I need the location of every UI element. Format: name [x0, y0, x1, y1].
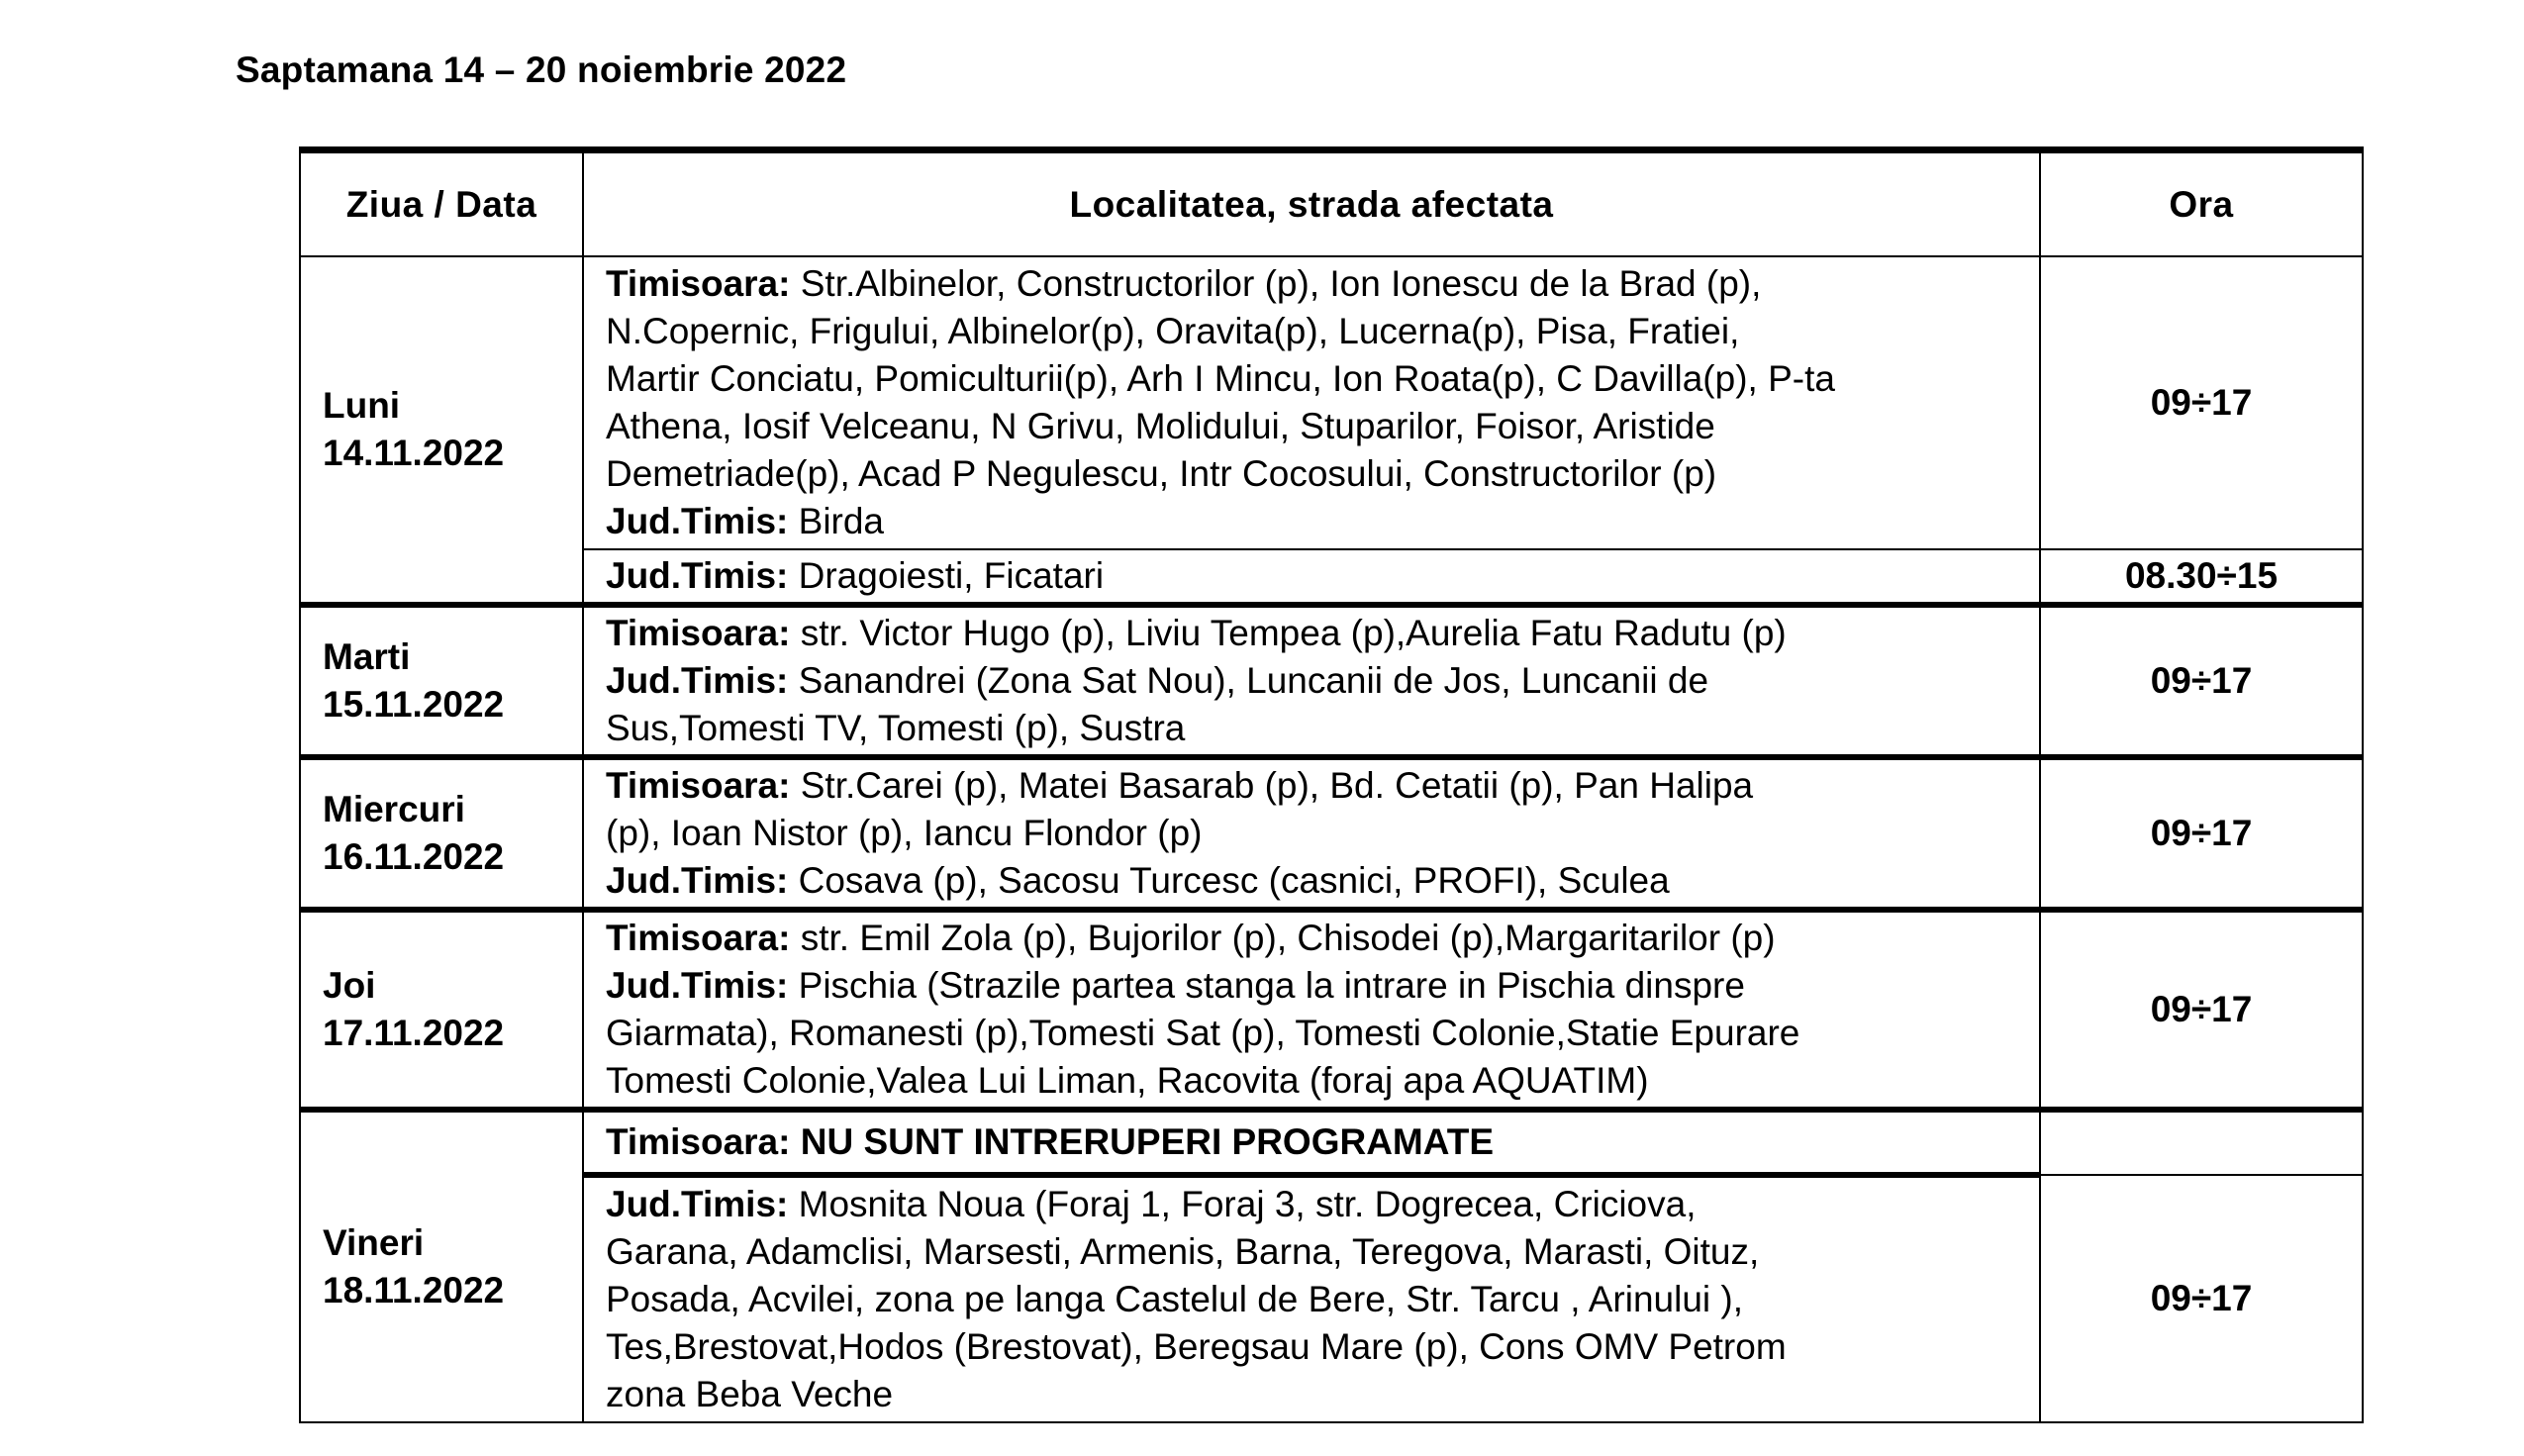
- area-label: Timisoara:: [606, 765, 791, 806]
- table-row: [300, 605, 2363, 757]
- location-line: [606, 1323, 2023, 1371]
- area-label: Jud.Timis:: [606, 555, 789, 596]
- area-label: Jud.Timis:: [606, 660, 789, 701]
- location-cell: [583, 1110, 2040, 1175]
- affected-streets: N.Copernic, Frigului, Albinelor(p), Oravita(p), Lucerna(p), Pisa, Fratiei,: [606, 311, 1740, 351]
- location-line: [606, 810, 2023, 857]
- affected-streets: Martir Conciatu, Pomiculturii(p), Arh I Mincu, Ion Roata(p), C Davilla(p), P-ta: [606, 358, 1835, 399]
- location-line: [606, 962, 2023, 1010]
- affected-streets: Pischia (Strazile partea stanga la intrare in Pischia dinspre: [788, 965, 1745, 1006]
- document-title: Saptamana 14 – 20 noiembrie 2022: [236, 49, 847, 90]
- location-line: [606, 450, 2023, 498]
- area-label: Timisoara:: [606, 613, 791, 653]
- time-interval-cell: 09÷17: [2040, 1175, 2363, 1422]
- location-line: [606, 1371, 2023, 1418]
- area-label: Timisoara:: [606, 918, 791, 958]
- table-row: [300, 256, 2363, 549]
- day-name: Joi: [323, 965, 376, 1006]
- location-line: [606, 552, 2023, 600]
- table-header-row: [300, 150, 2363, 257]
- affected-streets: str. Victor Hugo (p), Liviu Tempea (p),Aurelia Fatu Radutu (p): [790, 613, 1787, 653]
- table-row: [300, 1175, 2363, 1422]
- location-line: [606, 762, 2023, 810]
- location-line: [606, 1276, 2023, 1323]
- location-cell: [583, 757, 2040, 910]
- header-time: Ora: [2040, 150, 2363, 257]
- affected-streets: Cosava (p), Sacosu Turcesc (casnici, PROFI), Sculea: [788, 860, 1670, 901]
- affected-streets: Mosnita Noua (Foraj 1, Foraj 3, str. Dogrecea, Criciova,: [788, 1184, 1697, 1224]
- location-line: [606, 1181, 2023, 1228]
- time-interval-cell: 09÷17: [2040, 910, 2363, 1110]
- location-line: [606, 355, 2023, 403]
- area-label: Jud.Timis:: [606, 1184, 789, 1224]
- location-line: [606, 657, 2023, 705]
- location-cell: [583, 256, 2040, 549]
- affected-streets: str. Emil Zola (p), Bujorilor (p), Chisodei (p),Margaritarilor (p): [790, 918, 1776, 958]
- time-interval-cell: 08.30÷15: [2040, 549, 2363, 605]
- location-line: [606, 705, 2023, 752]
- day-date: 15.11.2022: [323, 684, 505, 725]
- time-interval-cell: 09÷17: [2040, 605, 2363, 757]
- table-body: [300, 256, 2363, 1422]
- affected-streets: Tes,Brestovat,Hodos (Brestovat), Beregsau Mare (p), Cons OMV Petrom: [606, 1326, 1787, 1367]
- affected-streets: (p), Ioan Nistor (p), Iancu Flondor (p): [606, 813, 1203, 853]
- outage-schedule-table: [299, 146, 2364, 1423]
- day-date-cell: [300, 757, 583, 910]
- day-name: Vineri: [323, 1222, 425, 1263]
- area-label: Jud.Timis:: [606, 501, 789, 541]
- time-interval-cell: 09÷17: [2040, 757, 2363, 910]
- area-label: Jud.Timis:: [606, 860, 789, 901]
- affected-streets: Birda: [788, 501, 885, 541]
- day-date: 14.11.2022: [323, 433, 505, 473]
- area-label: Timisoara:: [606, 263, 791, 304]
- location-line: [606, 1228, 2023, 1276]
- area-label: Jud.Timis:: [606, 965, 789, 1006]
- location-line: [606, 857, 2023, 905]
- day-date: 16.11.2022: [323, 836, 505, 877]
- location-line: [606, 403, 2023, 450]
- location-cell: [583, 549, 2040, 605]
- affected-streets: Str.Carei (p), Matei Basarab (p), Bd. Cetatii (p), Pan Halipa: [790, 765, 1754, 806]
- day-date-cell: [300, 605, 583, 757]
- location-cell: [583, 1175, 2040, 1422]
- day-name: Marti: [323, 636, 411, 677]
- affected-streets: Tomesti Colonie,Valea Lui Liman, Racovita (foraj apa AQUATIM): [606, 1060, 1649, 1101]
- table-row: [300, 910, 2363, 1110]
- affected-streets: Giarmata), Romanesti (p),Tomesti Sat (p), Tomesti Colonie,Statie Epurare: [606, 1013, 1800, 1053]
- location-line: [606, 610, 2023, 657]
- affected-streets: zona Beba Veche: [606, 1374, 894, 1414]
- table-row: [300, 549, 2363, 605]
- affected-streets: Str.Albinelor, Constructorilor (p), Ion Ionescu de la Brad (p),: [790, 263, 1762, 304]
- day-date: 17.11.2022: [323, 1013, 505, 1053]
- table-row: [300, 757, 2363, 910]
- day-name: Luni: [323, 385, 401, 426]
- header-location: Localitatea, strada afectata: [583, 150, 2040, 257]
- affected-streets: Demetriade(p), Acad P Negulescu, Intr Cocosului, Constructorilor (p): [606, 453, 1717, 494]
- time-interval-cell: 09÷17: [2040, 256, 2363, 549]
- day-name: Miercuri: [323, 789, 465, 829]
- affected-streets: Athena, Iosif Velceanu, N Grivu, Molidului, Stuparilor, Foisor, Aristide: [606, 406, 1715, 446]
- table-row: [300, 1110, 2363, 1175]
- location-cell: [583, 605, 2040, 757]
- header-day-date: Ziua / Data: [300, 150, 583, 257]
- location-line: [606, 498, 2023, 545]
- day-date: 18.11.2022: [323, 1270, 505, 1310]
- affected-streets: Posada, Acvilei, zona pe langa Castelul de Bere, Str. Tarcu , Arinului ),: [606, 1279, 1744, 1319]
- affected-streets: Sus,Tomesti TV, Tomesti (p), Sustra: [606, 708, 1186, 748]
- location-line: [606, 1010, 2023, 1057]
- location-line: [606, 1118, 2023, 1166]
- location-line: [606, 1057, 2023, 1105]
- affected-streets: Sanandrei (Zona Sat Nou), Luncanii de Jos, Luncanii de: [788, 660, 1709, 701]
- location-line: [606, 915, 2023, 962]
- day-date-cell: [300, 1110, 583, 1422]
- day-date-cell: [300, 910, 583, 1110]
- day-date-cell: [300, 256, 583, 605]
- location-line: [606, 308, 2023, 355]
- affected-streets: NU SUNT INTRERUPERI PROGRAMATE: [790, 1121, 1495, 1162]
- location-cell: [583, 910, 2040, 1110]
- time-interval-cell: [2040, 1110, 2363, 1175]
- affected-streets: Garana, Adamclisi, Marsesti, Armenis, Barna, Teregova, Marasti, Oituz,: [606, 1231, 1760, 1272]
- affected-streets: Dragoiesti, Ficatari: [788, 555, 1105, 596]
- area-label: Timisoara:: [606, 1121, 791, 1162]
- location-line: [606, 260, 2023, 308]
